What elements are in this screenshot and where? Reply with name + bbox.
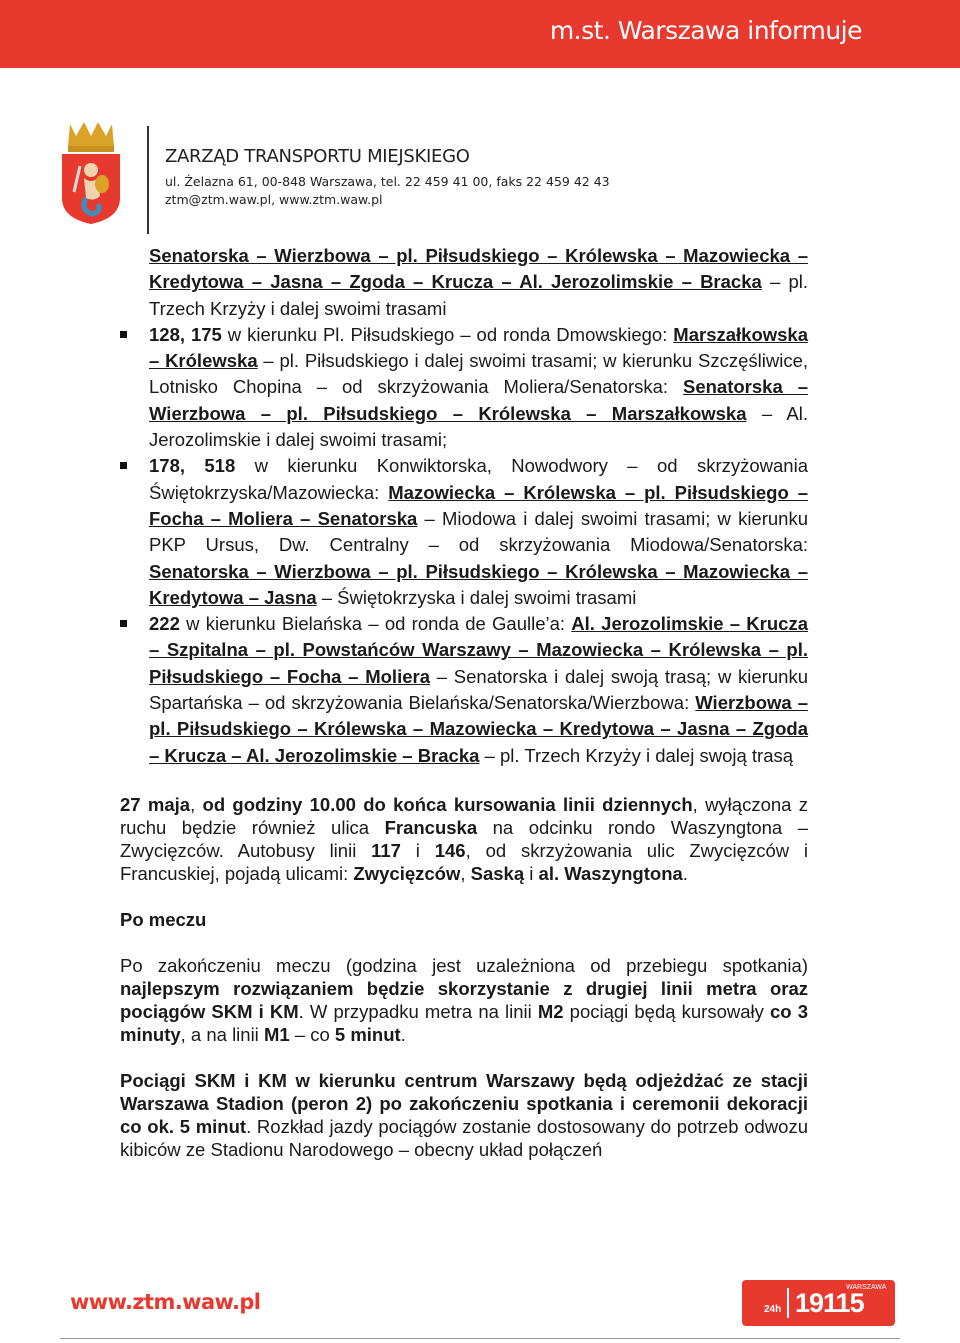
paragraph-text: na odcinku rondo Waszyngtona – Zwycięzców. Autobusy linii [120, 816, 808, 861]
badge-divider [787, 1288, 789, 1318]
paragraph-text: Po zakończeniu meczu (godzina jest uzależniona od przebiegu spotkania) [120, 954, 808, 976]
bus-lines: 178, 518 [149, 455, 236, 477]
route-path: Senatorska – Wierzbowa – pl. Piłsudskiego – Królewska – Mazowiecka – Kredytowa – Jasna – Zgoda – Krucza – Al. Jerozolimskie – Bracka [149, 245, 808, 293]
route-list [149, 322, 808, 769]
hotline-badge [742, 1280, 895, 1326]
list-item [149, 611, 808, 769]
date-text: 27 maja [120, 793, 191, 815]
paragraph-text: pociągi będą kursowały [563, 1000, 770, 1022]
route-text: w kierunku Konwiktorska, Nowodwory – od skrzyżowania Świętokrzyska/Mazowiecka: [149, 455, 808, 503]
route-intro [149, 243, 808, 322]
route-path: Mazowiecka – Królewska – pl. Piłsudskiego – Focha – Moliera – Senatorska [149, 481, 808, 529]
route-text: – Al. Jerozolimskie i dalej swoimi trasami; [149, 402, 808, 451]
paragraph-text: . W przypadku metra na linii [298, 1000, 538, 1022]
route-text: – Miodowa i dalej swoimi trasami; w kierunku PKP Ursus, Dw. Centralny – od skrzyżowania Miodowa/Senatorska: [149, 507, 808, 556]
badge-number: 19115 [795, 1288, 864, 1318]
paragraph-text: . Rozkład jazdy pociągów zostanie dostosowany do potrzeb odwozu kibiców ze Stadionu Narodowego – obecny układ połączeń [120, 1115, 808, 1160]
route-path: Senatorska – Wierzbowa – pl. Piłsudskiego – Królewska – Marszałkowska [149, 376, 808, 424]
header-divider [147, 126, 149, 234]
paragraph-text: , a na linii [180, 1023, 264, 1045]
frequency-text: co 3 minuty [120, 1000, 808, 1045]
francuska-closure-paragraph [120, 793, 808, 885]
paragraph-text: i [524, 862, 539, 884]
paragraph-text: . [682, 862, 688, 884]
route-text: – Świętokrzyska i dalej swoimi trasami [316, 586, 637, 608]
route-text: – pl. Trzech Krzyży i dalej swoją trasą [479, 744, 794, 766]
route-text: – pl. Piłsudskiego i dalej swoimi trasami; w kierunku Szczęśliwice, Lotnisko Chopina – od skrzyżowania Moliera/Senatorska: [149, 350, 808, 398]
heading-text: Po meczu [120, 908, 207, 930]
organization-name: ZARZĄD TRANSPORTU MIEJSKIEGO [165, 146, 470, 167]
footer-divider [60, 1338, 900, 1339]
bus-lines: 128, 175 [149, 323, 222, 345]
after-match-paragraph [120, 954, 808, 1046]
badge-24h: 24h [764, 1304, 782, 1315]
street-name: Saską [470, 862, 525, 884]
route-text: – pl. Trzech Krzyży i dalej swoimi trasami [149, 271, 809, 319]
bus-line: 146 [434, 839, 466, 861]
banner-title: m.st. Warszawa informuje [549, 16, 862, 45]
paragraph-text: , [190, 793, 203, 815]
paragraph-text: . [400, 1023, 406, 1045]
emphasis-text: najlepszym rozwiązaniem będzie skorzystanie z drugiej linii metra oraz pociągów SKM i KM [120, 977, 808, 1022]
badge-city: WARSZAWA [846, 1284, 887, 1291]
address-line: ul. Żelazna 61, 00-848 Warszawa, tel. 22 459 41 00, faks 22 459 42 43 [165, 174, 610, 189]
bus-lines: 222 [149, 613, 180, 635]
route-path: Al. Jerozolimskie – Krucza – Szpitalna – pl. Powstańców Warszawy – Mazowiecka – Królewska – pl. Piłsudskiego – Focha – Moliera [149, 613, 808, 687]
warsaw-coat-of-arms-icon [58, 120, 124, 224]
list-item [149, 453, 808, 611]
paragraph-text: , od skrzyżowania ulic Zwycięzców i Francuskiej, pojadą ulicami: [120, 839, 809, 884]
footer-website: www.ztm.waw.pl [70, 1290, 261, 1314]
route-text: w kierunku Pl. Piłsudskiego – od ronda Dmowskiego: [221, 323, 674, 345]
route-text: – Senatorska i dalej swoją trasą; w kierunku Spartańska – od skrzyżowania Bielańska/Senatorska/Wierzbowa: [149, 665, 808, 714]
street-name: Francuska [384, 816, 478, 838]
frequency-text: 5 minut [334, 1023, 401, 1045]
paragraph-text: – co [289, 1023, 335, 1045]
street-name: al. Waszyngtona [538, 862, 683, 884]
route-text: w kierunku Bielańska – od ronda de Gaulle’a: [179, 613, 572, 635]
metro-line: M2 [537, 1000, 564, 1022]
trains-paragraph [120, 1069, 808, 1161]
street-name: Zwycięzców [353, 862, 461, 884]
route-path: Wierzbowa – pl. Piłsudskiego – Królewska – Mazowiecka – Kredytowa – Jasna – Zgoda – Krucza – Al. Jerozolimskie – Bracka [149, 692, 809, 766]
list-item [149, 322, 808, 453]
contact-line: ztm@ztm.waw.pl, www.ztm.waw.pl [165, 192, 383, 207]
paragraph-text: i [400, 839, 435, 861]
document-body [120, 243, 808, 1161]
bus-line: 117 [371, 839, 401, 861]
emphasis-text: Pociągi SKM i KM w kierunku centrum Warszawy będą odjeżdżać ze stacji Warszawa Stadion (peron 2) po zakończeniu spotkania i ceremonii dekoracji co ok. 5 minut [120, 1069, 808, 1137]
time-text: od godziny 10.00 do końca kursowania linii dziennych [202, 793, 693, 815]
metro-line: M1 [263, 1023, 290, 1045]
paragraph-text: , [460, 862, 471, 884]
route-path: Marszałkowska – Królewska [149, 323, 809, 372]
organization-address [165, 173, 610, 209]
top-banner [0, 0, 960, 68]
paragraph-text: , wyłączona z ruchu będzie również ulica [120, 793, 809, 838]
section-heading [120, 908, 808, 931]
organization-header [165, 146, 610, 209]
detour-routes [149, 243, 808, 769]
route-path: Senatorska – Wierzbowa – pl. Piłsudskiego – Królewska – Mazowiecka – Kredytowa – Jasna [149, 560, 808, 608]
